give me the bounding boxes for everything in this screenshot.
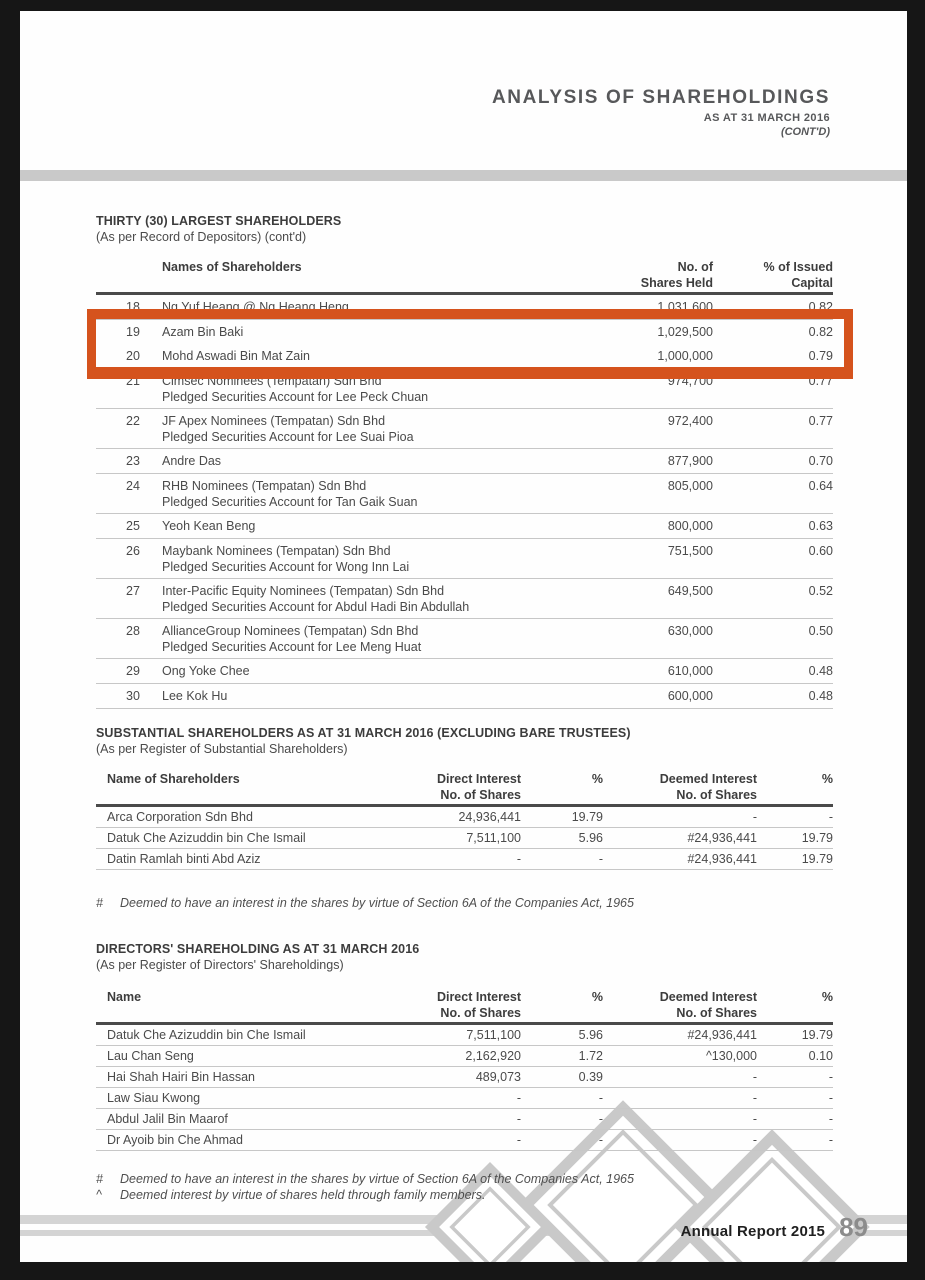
shareholder-name-cell bbox=[162, 449, 593, 473]
director-name: Hai Shah Hairi Bin Hassan bbox=[107, 1070, 255, 1084]
table-row bbox=[96, 449, 833, 474]
deemed-interest-value: ^130,000 bbox=[705, 1049, 757, 1063]
deemed-pct-value: 19.79 bbox=[801, 831, 833, 845]
pct-issued-value: 0.70 bbox=[808, 454, 833, 468]
deemed-interest-value: - bbox=[752, 1133, 757, 1147]
pledged-account-line: Pledged Securities Account for Lee Meng Huat bbox=[162, 640, 422, 654]
deemed-pct-value: - bbox=[828, 810, 833, 824]
deemed-pct-value: 19.79 bbox=[801, 852, 833, 866]
shares-held-value: 972,400 bbox=[667, 414, 713, 428]
shares-held-value: 1,029,500 bbox=[657, 325, 713, 339]
shareholder-name: Azam Bin Baki bbox=[162, 325, 244, 339]
table1-body bbox=[96, 295, 833, 709]
deemed-interest-value: - bbox=[752, 1070, 757, 1084]
direct-pct-value: - bbox=[598, 1133, 603, 1147]
deemed-interest-value: - bbox=[752, 1112, 757, 1126]
col-pct1: % bbox=[591, 990, 603, 1004]
shareholder-name: Lee Kok Hu bbox=[162, 689, 228, 703]
substantial-shareholders-table bbox=[96, 771, 833, 870]
table-row bbox=[96, 1025, 833, 1046]
pledged-account-line: Pledged Securities Account for Lee Suai Pioa bbox=[162, 430, 414, 444]
direct-interest-value: 24,936,441 bbox=[458, 810, 521, 824]
table3-body bbox=[96, 1025, 833, 1151]
pct-issued-value: 0.77 bbox=[808, 374, 833, 388]
pledged-account-line: Pledged Securities Account for Lee Peck Chuan bbox=[162, 390, 429, 404]
director-name: Dr Ayoib bin Che Ahmad bbox=[107, 1133, 243, 1147]
page-contd-note: (CONT'D) bbox=[780, 126, 830, 138]
col-pct-issued-l1: % of Issued bbox=[763, 260, 833, 274]
pct-issued-value: 0.64 bbox=[808, 479, 833, 493]
table-row bbox=[96, 295, 833, 320]
col-deemed-interest-l2: No. of Shares bbox=[676, 1006, 757, 1020]
table-row bbox=[96, 807, 833, 828]
shareholder-name: AllianceGroup Nominees (Tempatan) Sdn Bhd bbox=[162, 624, 419, 638]
shares-held-value: 1,000,000 bbox=[657, 349, 713, 363]
deemed-pct-value: - bbox=[828, 1091, 833, 1105]
table-row bbox=[96, 684, 833, 709]
row-number: 26 bbox=[126, 544, 140, 558]
footer-report-title: Annual Report 2015 bbox=[680, 1223, 826, 1240]
direct-pct-value: 19.79 bbox=[571, 810, 603, 824]
shares-held-value: 805,000 bbox=[667, 479, 713, 493]
shareholder-name: RHB Nominees (Tempatan) Sdn Bhd bbox=[162, 479, 367, 493]
col-pct1: % bbox=[591, 772, 603, 786]
shareholder-name: Yeoh Kean Beng bbox=[162, 519, 256, 533]
table3-header bbox=[96, 989, 833, 1021]
pct-issued-value: 0.77 bbox=[808, 414, 833, 428]
table-row bbox=[96, 344, 833, 369]
footnote-line bbox=[96, 1171, 833, 1187]
row-number: 20 bbox=[126, 349, 140, 363]
section3-footnotes bbox=[96, 1171, 833, 1203]
col-deemed-interest-l2: No. of Shares bbox=[676, 788, 757, 802]
deemed-pct-value: - bbox=[828, 1112, 833, 1126]
shares-held-value: 630,000 bbox=[667, 624, 713, 638]
shareholder-name: Datin Ramlah binti Abd Aziz bbox=[107, 852, 261, 866]
table-row bbox=[96, 1109, 833, 1130]
table-row bbox=[96, 849, 833, 870]
shares-held-value: 751,500 bbox=[667, 544, 713, 558]
pct-issued-value: 0.50 bbox=[808, 624, 833, 638]
pct-issued-value: 0.82 bbox=[808, 300, 833, 314]
table-row bbox=[96, 474, 833, 514]
pct-issued-value: 0.60 bbox=[808, 544, 833, 558]
pct-issued-value: 0.82 bbox=[808, 325, 833, 339]
direct-pct-value: - bbox=[598, 852, 603, 866]
shareholder-name-cell bbox=[162, 478, 593, 513]
direct-interest-value: 7,511,100 bbox=[466, 1028, 521, 1042]
pct-issued-value: 0.52 bbox=[808, 584, 833, 598]
section2-heading-block bbox=[96, 725, 833, 757]
shareholder-name: Andre Das bbox=[162, 454, 222, 468]
footer-page-number: 89 bbox=[839, 1212, 868, 1242]
shareholder-name: Ong Yoke Chee bbox=[162, 664, 250, 678]
shares-held-value: 649,500 bbox=[667, 584, 713, 598]
direct-pct-value: 5.96 bbox=[578, 831, 603, 845]
director-name: Lau Chan Seng bbox=[107, 1049, 194, 1063]
col-no-of-shares-l2: Shares Held bbox=[640, 276, 713, 290]
shareholder-name-cell bbox=[162, 684, 593, 708]
footnote-line bbox=[96, 1187, 833, 1203]
footnote-marker: # bbox=[96, 1172, 103, 1186]
col-direct-interest-l2: No. of Shares bbox=[440, 1006, 521, 1020]
deemed-pct-value: - bbox=[828, 1133, 833, 1147]
direct-pct-value: 1.72 bbox=[578, 1049, 603, 1063]
section1-heading-block bbox=[96, 213, 833, 245]
pct-issued-value: 0.79 bbox=[808, 349, 833, 363]
direct-pct-value: 0.39 bbox=[578, 1070, 603, 1084]
section1-heading: THIRTY (30) LARGEST SHAREHOLDERS bbox=[96, 214, 342, 228]
col-deemed-interest-l1: Deemed Interest bbox=[659, 990, 757, 1004]
section3-subheading: (As per Register of Directors' Shareholdings) bbox=[96, 958, 344, 972]
col-pct2: % bbox=[821, 772, 833, 786]
row-number: 30 bbox=[126, 689, 140, 703]
table-row bbox=[96, 659, 833, 684]
deemed-interest-value: #24,936,441 bbox=[687, 1028, 757, 1042]
footnote-text: Deemed to have an interest in the shares by virtue of Section 6A of the Companies Act, 1965 bbox=[120, 1172, 634, 1186]
shareholder-name-cell bbox=[162, 623, 593, 658]
deemed-interest-value: - bbox=[752, 810, 757, 824]
deemed-interest-value: #24,936,441 bbox=[687, 852, 757, 866]
col-direct-interest-l1: Direct Interest bbox=[436, 990, 521, 1004]
row-number: 18 bbox=[126, 300, 140, 314]
shareholder-name: JF Apex Nominees (Tempatan) Sdn Bhd bbox=[162, 414, 386, 428]
section3-heading-block bbox=[96, 941, 833, 973]
shares-held-value: 877,900 bbox=[667, 454, 713, 468]
row-number: 27 bbox=[126, 584, 140, 598]
section1-subheading: (As per Record of Depositors) (cont'd) bbox=[96, 230, 307, 244]
directors-shareholding-table bbox=[96, 989, 833, 1151]
shares-held-value: 800,000 bbox=[667, 519, 713, 533]
shareholder-name-cell bbox=[162, 583, 593, 618]
direct-interest-value: 2,162,920 bbox=[465, 1049, 521, 1063]
row-number: 28 bbox=[126, 624, 140, 638]
pledged-account-line: Pledged Securities Account for Tan Gaik Suan bbox=[162, 495, 418, 509]
shareholder-name: Mohd Aswadi Bin Mat Zain bbox=[162, 349, 310, 363]
direct-pct-value: - bbox=[598, 1091, 603, 1105]
pledged-account-line: Pledged Securities Account for Abdul Hadi Bin Abdullah bbox=[162, 600, 470, 614]
direct-interest-value: - bbox=[516, 852, 521, 866]
direct-interest-value: 489,073 bbox=[475, 1070, 521, 1084]
footnote-text: Deemed to have an interest in the shares by virtue of Section 6A of the Companies Act, 1965 bbox=[120, 896, 634, 910]
shareholder-name: Datuk Che Azizuddin bin Che Ismail bbox=[107, 831, 306, 845]
shareholder-name-cell bbox=[162, 373, 593, 408]
shareholder-name: Maybank Nominees (Tempatan) Sdn Bhd bbox=[162, 544, 391, 558]
table2-header bbox=[96, 771, 833, 803]
shares-held-value: 600,000 bbox=[667, 689, 713, 703]
col-name-of-shareholders: Name of Shareholders bbox=[107, 772, 240, 786]
director-name: Datuk Che Azizuddin bin Che Ismail bbox=[107, 1028, 306, 1042]
table-row bbox=[96, 619, 833, 659]
col-deemed-interest-l1: Deemed Interest bbox=[659, 772, 757, 786]
col-names-of-shareholders: Names of Shareholders bbox=[162, 260, 302, 274]
row-number: 24 bbox=[126, 479, 140, 493]
table-row bbox=[96, 539, 833, 579]
direct-interest-value: - bbox=[516, 1112, 521, 1126]
shares-held-value: 974,700 bbox=[667, 374, 713, 388]
shareholder-name-cell bbox=[162, 413, 593, 448]
director-name: Law Siau Kwong bbox=[107, 1091, 201, 1105]
row-number: 25 bbox=[126, 519, 140, 533]
shareholder-name: Cimsec Nominees (Tempatan) Sdn Bhd bbox=[162, 374, 382, 388]
table-row bbox=[96, 1046, 833, 1067]
direct-pct-value: 5.96 bbox=[578, 1028, 603, 1042]
deemed-pct-value: - bbox=[828, 1070, 833, 1084]
pct-issued-value: 0.48 bbox=[808, 664, 833, 678]
page-title: ANALYSIS OF SHAREHOLDINGS bbox=[491, 87, 830, 108]
shareholder-name: Ng Yuf Heang @ Ng Heang Heng bbox=[162, 300, 349, 314]
direct-pct-value: - bbox=[598, 1112, 603, 1126]
deemed-pct-value: 0.10 bbox=[808, 1049, 833, 1063]
director-name: Abdul Jalil Bin Maarof bbox=[107, 1112, 228, 1126]
pledged-account-line: Pledged Securities Account for Wong Inn Lai bbox=[162, 560, 410, 574]
section2-footnotes bbox=[96, 895, 833, 911]
deemed-interest-value: #24,936,441 bbox=[687, 831, 757, 845]
table-row bbox=[96, 1088, 833, 1109]
shareholder-name-cell bbox=[162, 295, 593, 319]
col-no-of-shares-l1: No. of bbox=[677, 260, 713, 274]
shareholder-name: Arca Corporation Sdn Bhd bbox=[107, 810, 253, 824]
footnote-marker: ^ bbox=[96, 1188, 102, 1202]
shareholder-name: Inter-Pacific Equity Nominees (Tempatan) Sdn Bhd bbox=[162, 584, 445, 598]
footnote-text: Deemed interest by virtue of shares held through family members. bbox=[120, 1188, 486, 1202]
row-number: 23 bbox=[126, 454, 140, 468]
shareholder-name-cell bbox=[162, 320, 593, 344]
section3-heading: DIRECTORS' SHAREHOLDING AS AT 31 MARCH 2016 bbox=[96, 942, 420, 956]
col-pct-issued-l2: Capital bbox=[791, 276, 833, 290]
table-row bbox=[96, 409, 833, 449]
direct-interest-value: - bbox=[516, 1091, 521, 1105]
row-number: 21 bbox=[126, 374, 140, 388]
col-direct-interest-l1: Direct Interest bbox=[436, 772, 521, 786]
table-row bbox=[96, 579, 833, 619]
section2-heading: SUBSTANTIAL SHAREHOLDERS AS AT 31 MARCH 2016 (EXCLUDING BARE TRUSTEES) bbox=[96, 726, 631, 740]
table-row bbox=[96, 1130, 833, 1151]
header-divider-band bbox=[20, 170, 907, 181]
footnote-line bbox=[96, 895, 833, 911]
shares-held-value: 610,000 bbox=[667, 664, 713, 678]
col-pct2: % bbox=[821, 990, 833, 1004]
row-number: 29 bbox=[126, 664, 140, 678]
shareholder-name-cell bbox=[162, 514, 593, 538]
table-row bbox=[96, 514, 833, 539]
col-name: Name bbox=[107, 990, 142, 1004]
shareholder-name-cell bbox=[162, 344, 593, 368]
row-number: 19 bbox=[126, 325, 140, 339]
deemed-pct-value: 19.79 bbox=[801, 1028, 833, 1042]
table2-body bbox=[96, 807, 833, 870]
table1-header bbox=[96, 259, 833, 291]
shareholder-name-cell bbox=[162, 659, 593, 683]
page-subtitle: AS AT 31 MARCH 2016 bbox=[703, 112, 830, 124]
deemed-interest-value: - bbox=[752, 1091, 757, 1105]
table-row bbox=[96, 320, 833, 344]
shares-held-value: 1,031,600 bbox=[657, 300, 713, 314]
table-row bbox=[96, 1067, 833, 1088]
document-page bbox=[20, 11, 907, 1262]
page-header bbox=[492, 87, 830, 139]
footnote-marker: # bbox=[96, 896, 103, 910]
page-footer bbox=[681, 1212, 868, 1243]
col-direct-interest-l2: No. of Shares bbox=[440, 788, 521, 802]
section2-subheading: (As per Register of Substantial Shareholders) bbox=[96, 742, 348, 756]
row-number: 22 bbox=[126, 414, 140, 428]
pct-issued-value: 0.63 bbox=[808, 519, 833, 533]
table-row bbox=[96, 828, 833, 849]
shareholder-name-cell bbox=[162, 543, 593, 578]
direct-interest-value: - bbox=[516, 1133, 521, 1147]
direct-interest-value: 7,511,100 bbox=[466, 831, 521, 845]
pct-issued-value: 0.48 bbox=[808, 689, 833, 703]
table-row bbox=[96, 369, 833, 409]
largest-shareholders-table bbox=[96, 259, 833, 709]
